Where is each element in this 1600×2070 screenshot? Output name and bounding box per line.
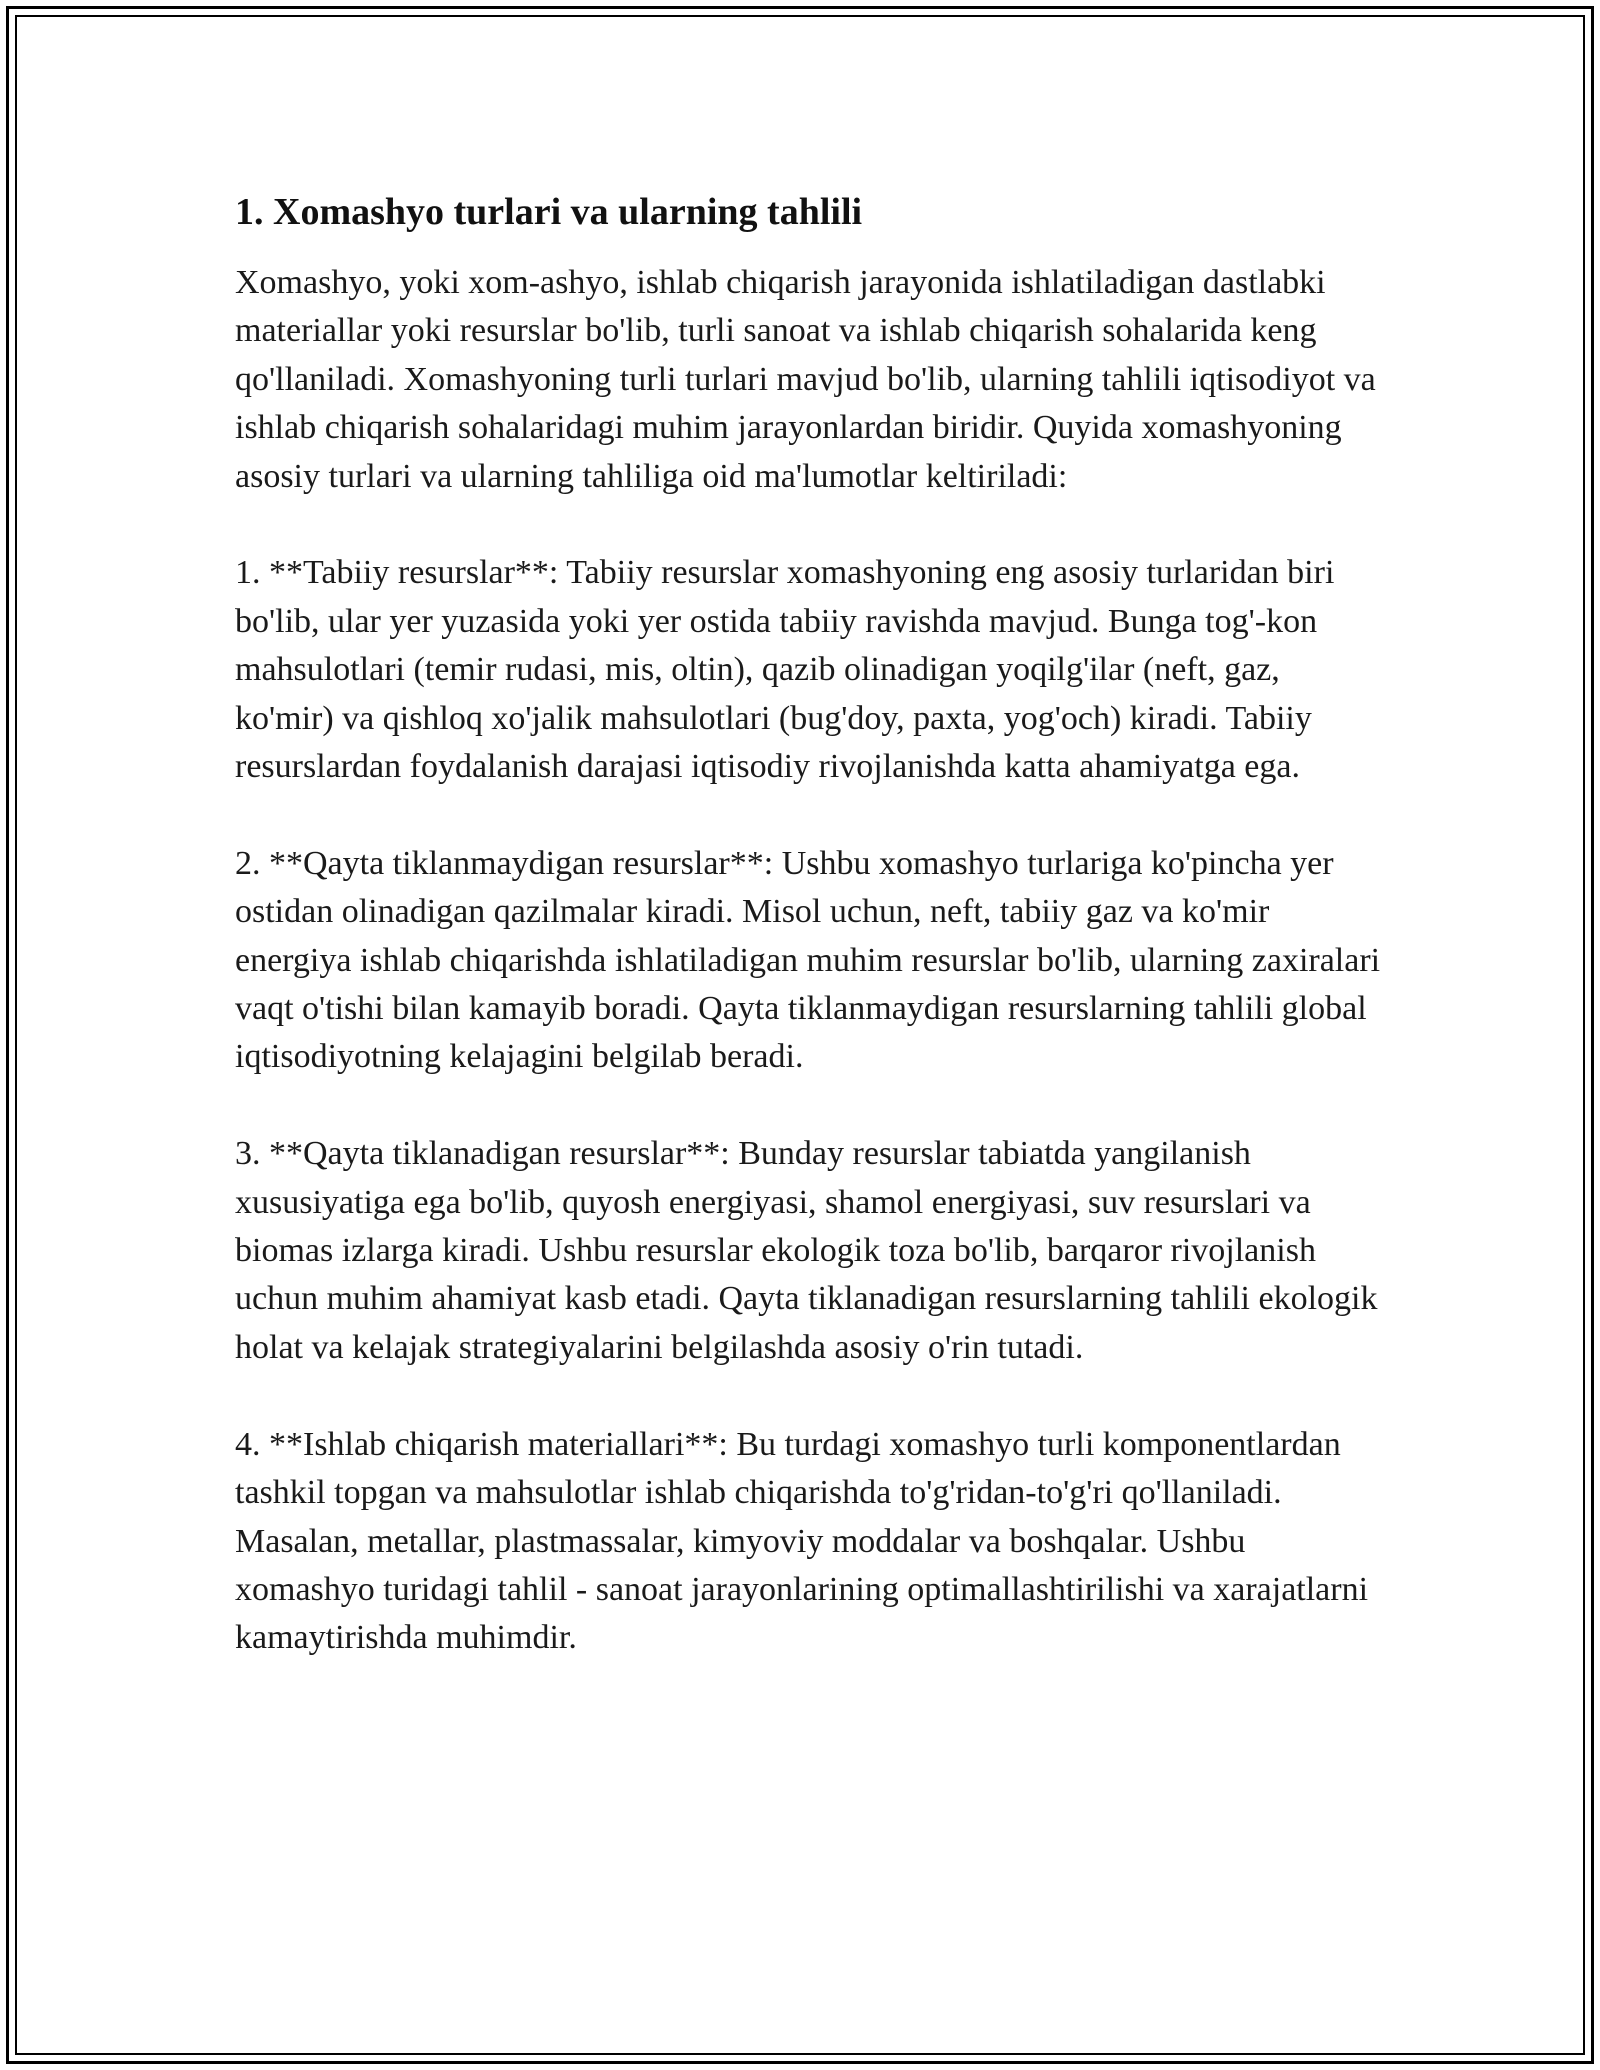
- paragraph-renewable-resources: 3. **Qayta tiklanadigan resurslar**: Bunday resurslar tabiatda yangilanish xususiyatiga ega bo'lib, quyosh energiyasi, shamol energiyasi, suv resurslari va biomas izlarga kiradi. Ushbu resurslar ekologik toza bo'lib, barqaror rivojlanish uchun muhim ahamiyat kasb etadi. Qayta tiklanadigan resurslarning tahlili ekologik holat va kelajak strategiyalarini belgilashda asosiy o'rin tutadi.: [235, 1135, 1378, 1366]
- document-body: [235, 185, 1385, 1711]
- section-heading: 1. Xomashyo turlari va ularning tahlili: [235, 191, 863, 233]
- paragraph-production-materials: 4. **Ishlab chiqarish materiallari**: Bu turdagi xomashyo turli komponentlardan tashkil topgan va mahsulotlar ishlab chiqarishda to'g'ridan-to'g'ri qo'llaniladi. Masalan, metallar, plastmassalar, kimyoviy moddalar va boshqalar. Ushbu xomashyo turidagi tahlil - sanoat jarayonlarining optimallashtirilishi va xarajatlarni kamaytirishda muhimdir.: [235, 1425, 1369, 1657]
- paragraph-non-renewable-resources: 2. **Qayta tiklanmaydigan resurslar**: Ushbu xomashyo turlariga ko'pincha yer ostidan olinadigan qazilmalar kiradi. Misol uchun, neft, tabiiy gaz va ko'mir energiya ishlab chiqarishda ishlatiladigan muhim resurslar bo'lib, ularning zaxiralari vaqt o'tishi bilan kamayib boradi. Qayta tiklanmaydigan resurslarning tahlili global iqtisodiyotning kelajagini belgilab beradi.: [235, 844, 1381, 1076]
- intro-paragraph: Xomashyo, yoki xom-ashyo, ishlab chiqarish jarayonida ishlatiladigan dastlabki materiallar yoki resurslar bo'lib, turli sanoat va ishlab chiqarish sohalarida keng qo'llaniladi. Xomashyoning turli turlari mavjud bo'lib, ularning tahlili iqtisodiyot va ishlab chiqarish sohalaridagi muhim jarayonlardan biridir. Quyida xomashyoning asosiy turlari va ularning tahliliga oid ma'lumotlar keltiriladi:: [235, 264, 1376, 495]
- paragraph-natural-resources: 1. **Tabiiy resurslar**: Tabiiy resurslar xomashyoning eng asosiy turlaridan biri bo'lib, ular yer yuzasida yoki yer ostida tabiiy ravishda mavjud. Bunga tog'-kon mahsulotlari (temir rudasi, mis, oltin), qazib olinadigan yoqilg'ilar (neft, gaz, ko'mir) va qishloq xo'jalik mahsulotlari (bug'doy, paxta, yog'och) kiradi. Tabiiy resurslardan foydalanish darajasi iqtisodiy rivojlanishda katta ahamiyatga ega.: [235, 554, 1335, 786]
